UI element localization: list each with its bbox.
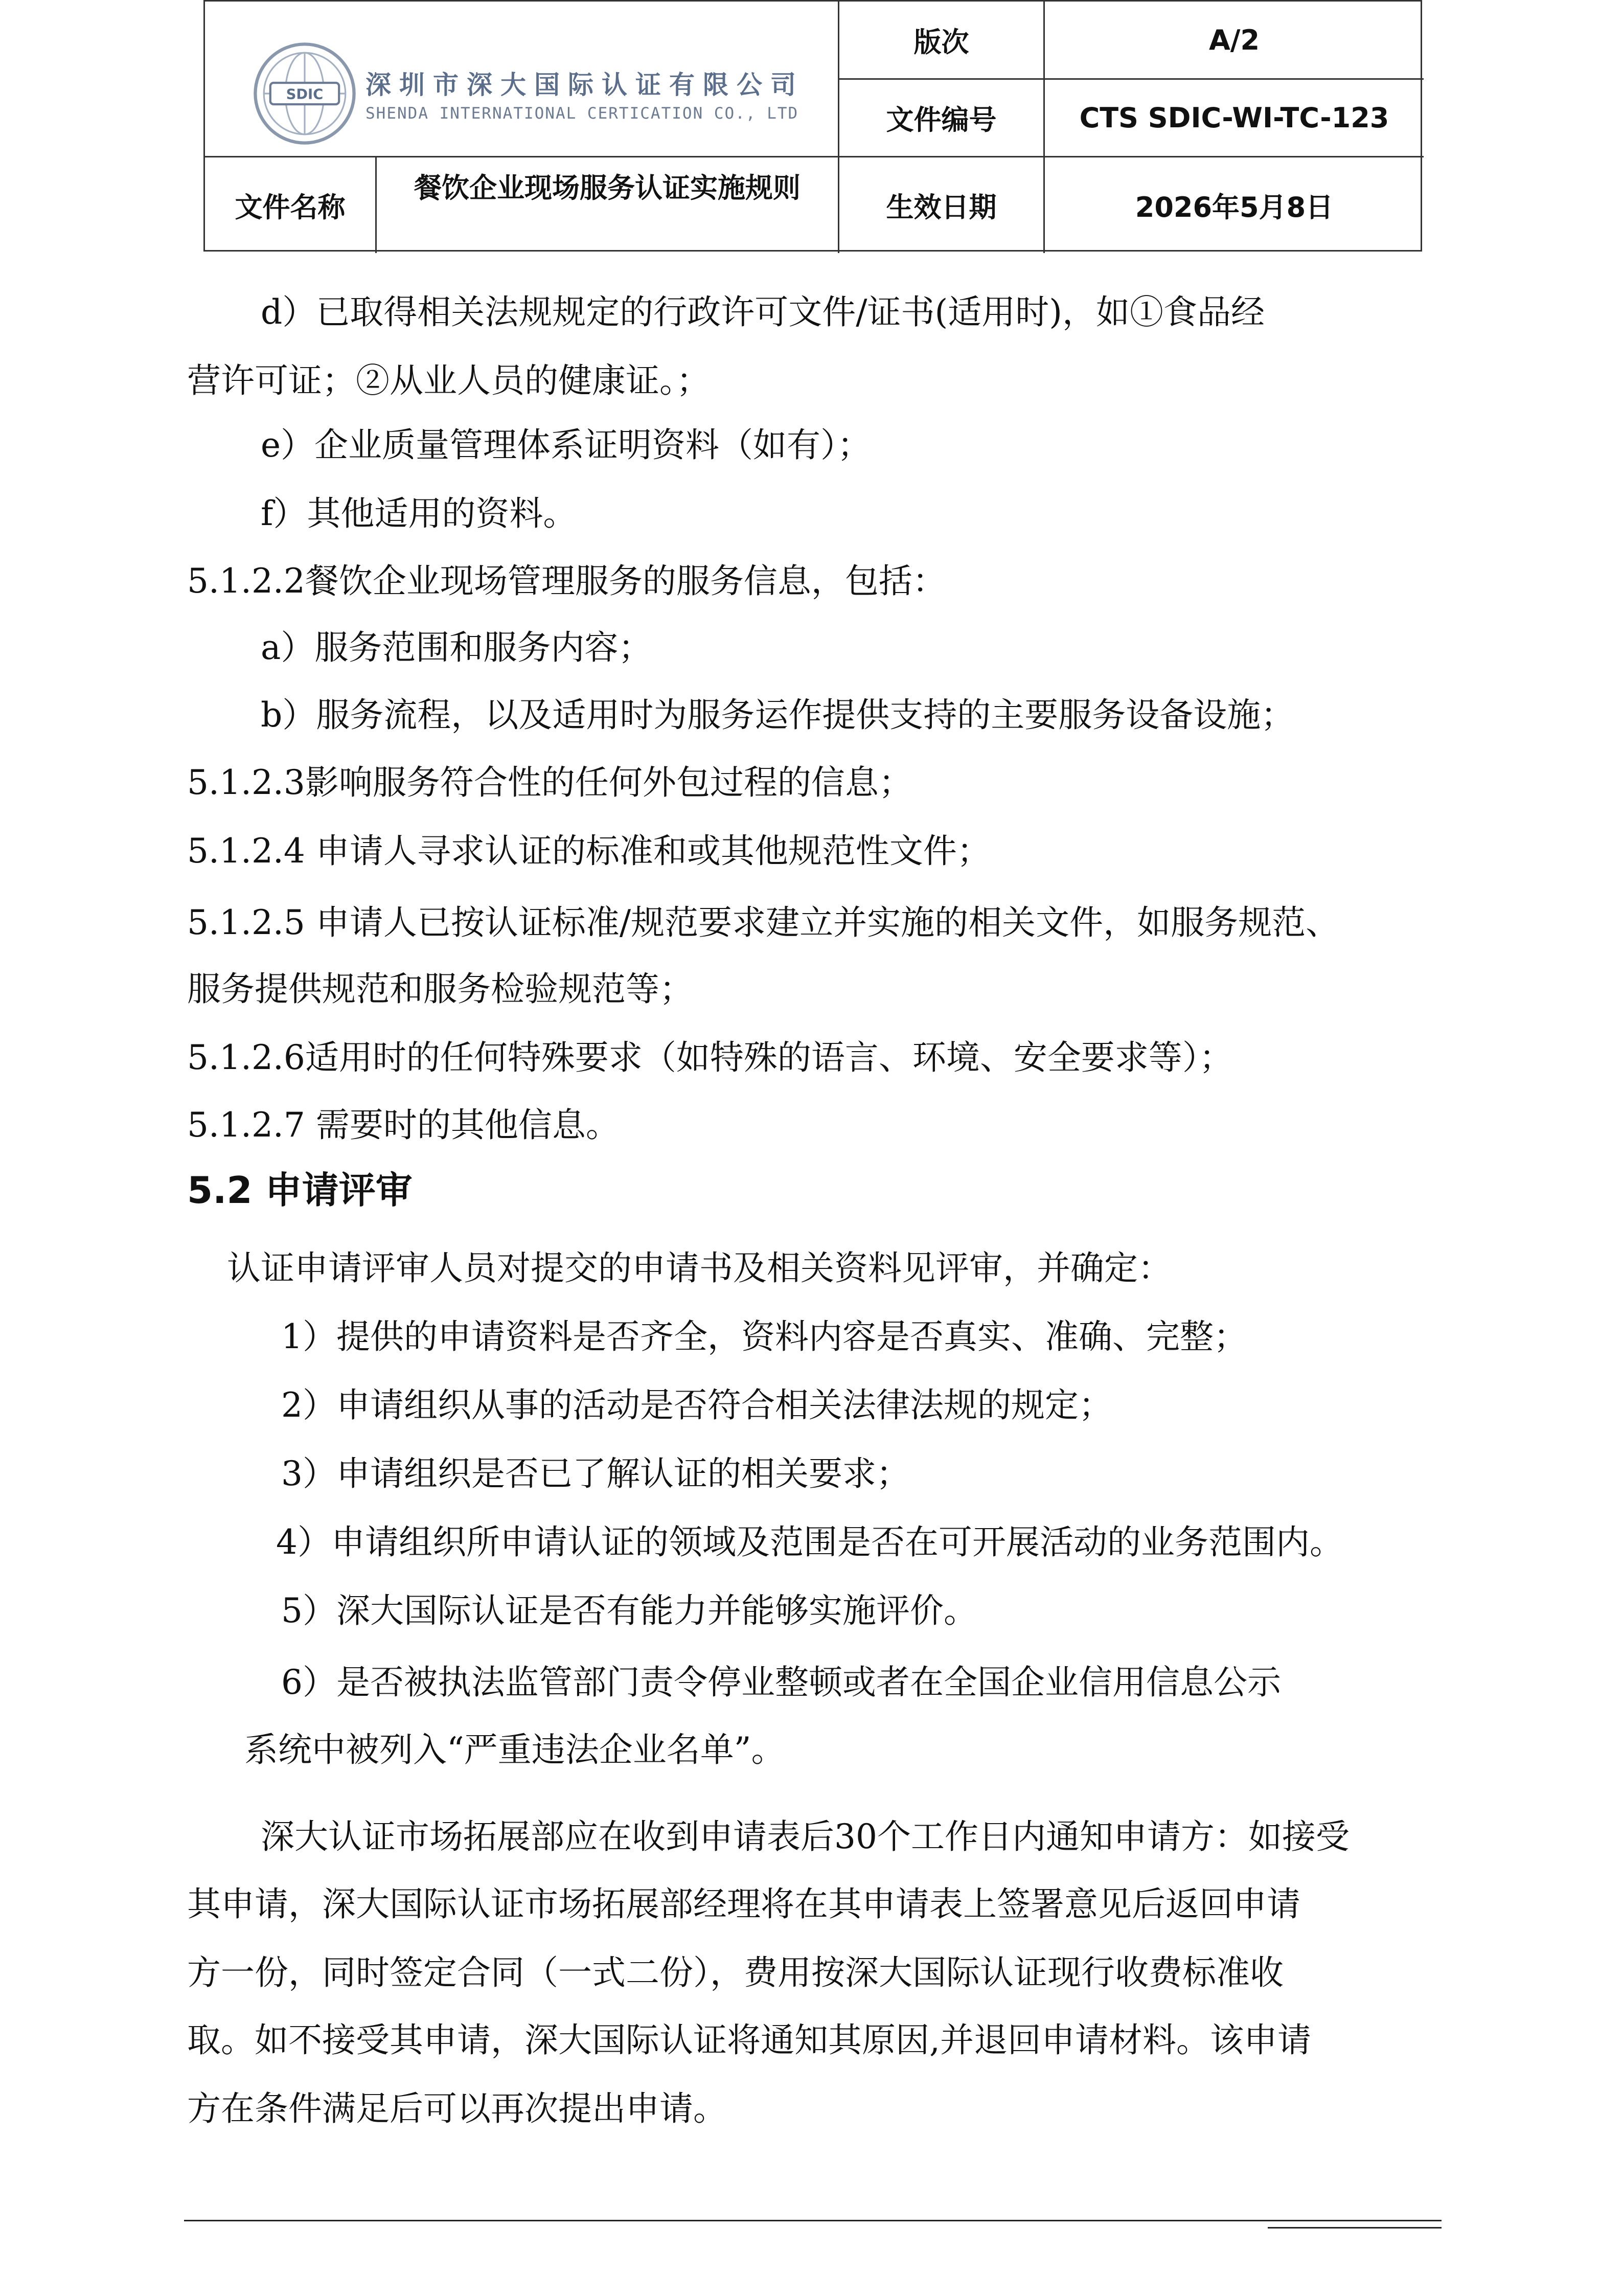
footer-rule — [184, 2220, 1442, 2221]
paragraph-line: d）已取得相关法规规定的行政许可文件/证书(适用时)，如①食品经 — [261, 292, 1265, 332]
company-name-en: SHENDA INTERNATIONAL CERTICATION CO., LTD — [365, 104, 799, 123]
paragraph-line: a）服务范围和服务内容； — [261, 628, 652, 667]
paragraph-line: 5.1.2.6适用时的任何特殊要求（如特殊的语言、环境、安全要求等）； — [187, 1038, 1233, 1077]
doc-number-value: CTS SDIC-WI-TC-123 — [1079, 102, 1389, 134]
paragraph-line: 营许可证；②从业人员的健康证。； — [187, 361, 710, 400]
paragraph-line: 5.1.2.7 需要时的其他信息。 — [187, 1105, 620, 1145]
review-item: 5）深大国际认证是否有能力并能够实施评价。 — [281, 1591, 977, 1630]
paragraph-line: 5.1.2.3影响服务符合性的任何外包过程的信息； — [187, 763, 912, 802]
closing-line: 方在条件满足后可以再次提出申请。 — [187, 2089, 727, 2128]
closing-line: 其申请，深大国际认证市场拓展部经理将在其申请表上签署意见后返回申请 — [187, 1884, 1300, 1924]
doc-name-value: 餐饮企业现场服务认证实施规则 — [414, 171, 801, 204]
review-item: 4）申请组织所申请认证的领域及范围是否在可开展活动的业务范围内。 — [276, 1522, 1343, 1562]
doc-number-label: 文件编号 — [886, 104, 997, 136]
review-item: 3）申请组织是否已了解认证的相关要求； — [281, 1454, 910, 1493]
paragraph-line: 5.1.2.5 申请人已按认证标准/规范要求建立并实施的相关文件，如服务规范、 — [187, 903, 1340, 942]
company-logo — [251, 37, 890, 150]
closing-line: 方一份，同时签定合同（一式二份），费用按深大国际认证现行收费标准收 — [187, 1953, 1284, 1992]
review-item: 1）提供的申请资料是否齐全，资料内容是否真实、准确、完整； — [281, 1317, 1247, 1356]
paragraph-line: 5.1.2.4 申请人寻求认证的标准和或其他规范性文件； — [187, 831, 991, 871]
review-item: 系统中被列入“严重违法企业名单”。 — [244, 1730, 785, 1769]
version-label: 版次 — [913, 26, 969, 58]
paragraph-line: f）其他适用的资料。 — [261, 494, 577, 533]
company-name-cn: 深圳市深大国际认证有限公司 — [365, 70, 804, 100]
doc-name-label: 文件名称 — [235, 191, 346, 223]
review-line: 认证申请评审人员对提交的申请书及相关资料见评审，并确定： — [227, 1248, 1172, 1288]
footer-rule-short — [1268, 2227, 1442, 2229]
paragraph-line: e）企业质量管理体系证明资料（如有）； — [261, 425, 872, 465]
section-heading-5-2: 5.2 申请评审 — [187, 1169, 413, 1212]
review-item: 2）申请组织从事的活动是否符合相关法律法规的规定； — [281, 1385, 1112, 1425]
paragraph-line: b）服务流程，以及适用时为服务运作提供支持的主要服务设备设施； — [261, 695, 1295, 735]
version-value: A/2 — [1208, 24, 1260, 56]
paragraph-line: 服务提供规范和服务检验规范等； — [187, 969, 693, 1009]
effective-date-label: 生效日期 — [886, 191, 997, 223]
closing-line: 取。如不接受其申请，深大国际认证将通知其原因,并退回申请材料。该申请 — [187, 2020, 1311, 2060]
logo-abbr: SDIC — [286, 86, 324, 103]
closing-line: 深大认证市场拓展部应在收到申请表后30个工作日内通知申请方：如接受 — [261, 1817, 1350, 1856]
document-header-table — [203, 0, 1422, 252]
review-item: 6）是否被执法监管部门责令停业整顿或者在全国企业信用信息公示 — [281, 1663, 1281, 1702]
effective-date-value: 2026年5月8日 — [1135, 191, 1334, 223]
paragraph-line: 5.1.2.2餐饮企业现场管理服务的服务信息，包括： — [187, 561, 946, 601]
globe-logo-icon — [251, 40, 358, 147]
